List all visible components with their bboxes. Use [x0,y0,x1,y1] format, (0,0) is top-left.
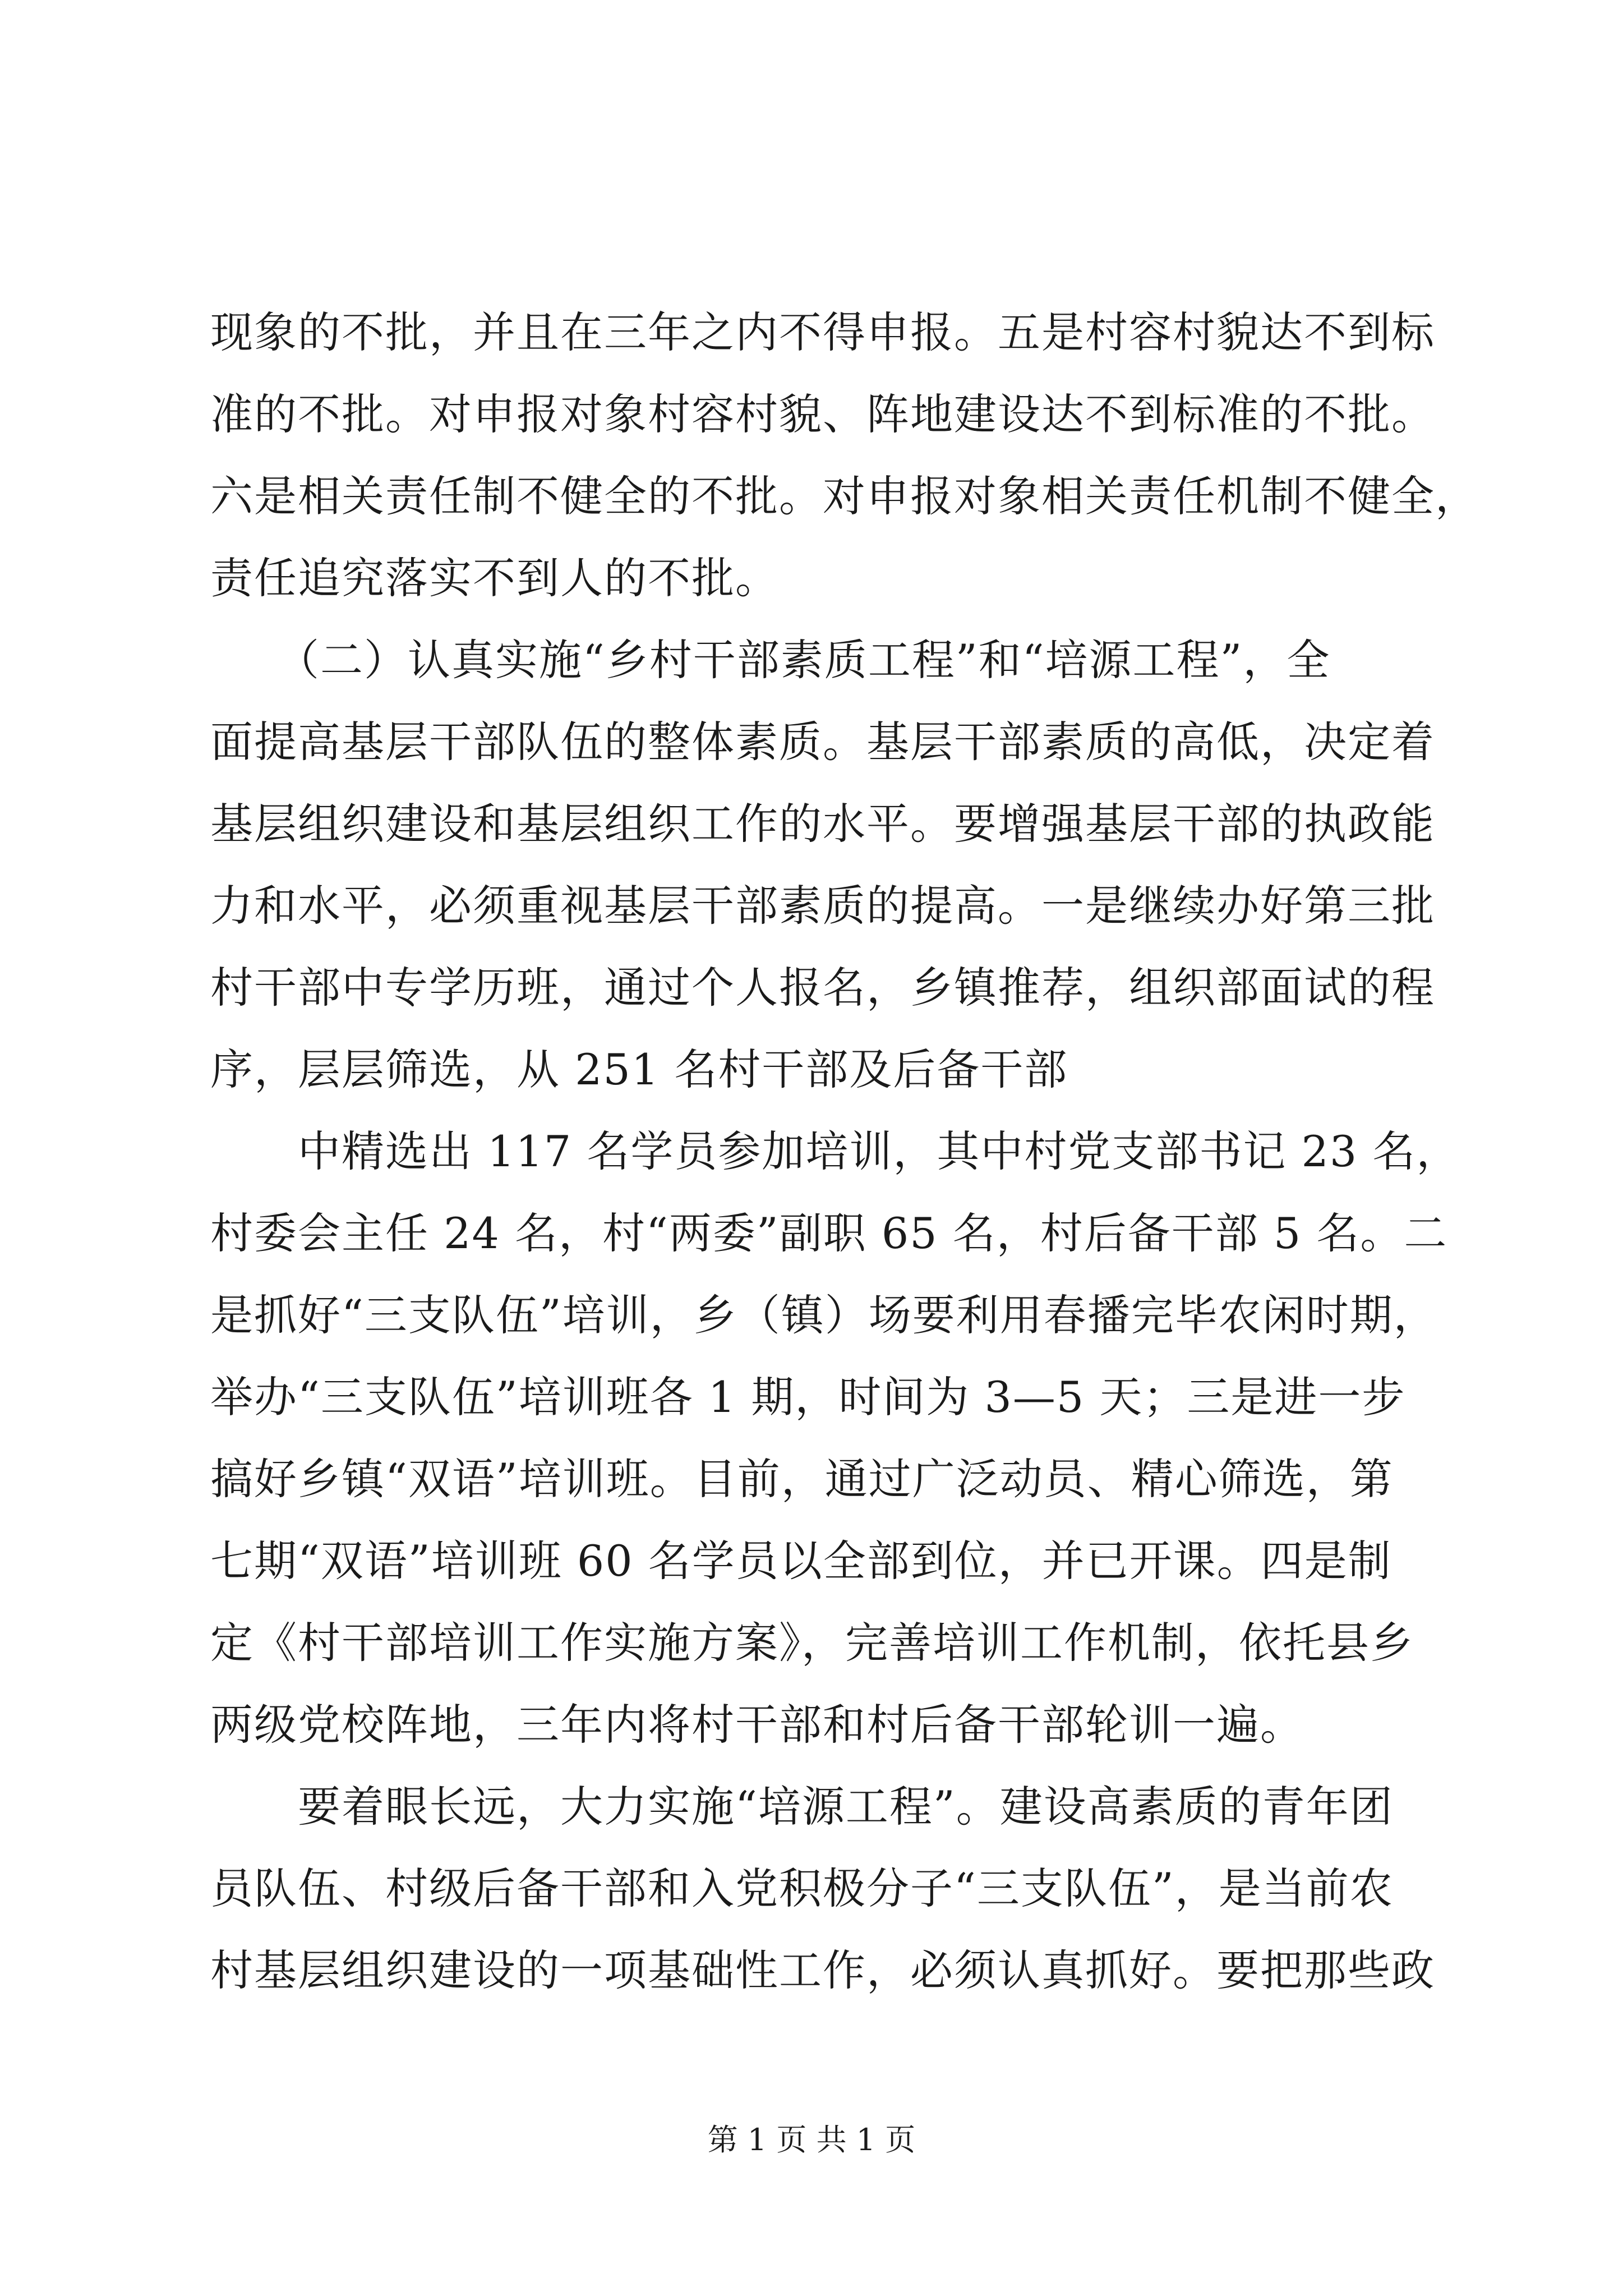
text-line: 搞好乡镇“双语”培训班。目前，通过广泛动员、精心筛选，第 [210,1454,1394,1504]
text-line: 要着眼长远，大力实施“培源工程”。建设高素质的青年团 [210,1782,1394,1832]
text-line: 定《村干部培训工作实施方案》，完善培训工作机制，依托县乡 [210,1618,1414,1668]
text-line: 序，层层筛选，从 251 名村干部及后备干部 [210,1045,1068,1094]
text-line: 六是相关责任制不健全的不批。对申报对象相关责任机制不健全， [210,471,1479,521]
text-line: 基层组织建设和基层组织工作的水平。要增强基层干部的执政能 [210,799,1435,849]
text-line: 责任追究落实不到人的不批。 [210,553,779,603]
text-line: 村基层组织建设的一项基础性工作，必须认真抓好。要把那些政 [210,1945,1435,1995]
text-line: 举办“三支队伍”培训班各 1 期，时间为 3—5 天；三是进一步 [210,1372,1406,1422]
text-line: 力和水平，必须重视基层干部素质的提高。一是继续办好第三批 [210,881,1435,931]
text-line: 两级党校阵地，三年内将村干部和村后备干部轮训一遍。 [210,1700,1304,1750]
text-line: 准的不批。对申报对象村容村貌、阵地建设达不到标准的不批。 [210,389,1435,439]
text-line: 中精选出 117 名学员参加培训，其中村党支部书记 23 名， [210,1126,1460,1176]
text-line: （二）认真实施“乡村干部素质工程”和“培源工程”，全 [210,635,1331,685]
body-text [210,292,1479,2012]
text-line: 七期“双语”培训班 60 名学员以全部到位，并已开课。四是制 [210,1536,1392,1586]
text-line: 员队伍、村级后备干部和入党积极分子“三支队伍”，是当前农 [210,1864,1394,1913]
text-line: 村干部中专学历班，通过个人报名，乡镇推荐，组织部面试的程 [210,963,1435,1013]
page-footer: 第 1 页 共 1 页 [707,2122,916,2157]
text-line: 村委会主任 24 名，村“两委”副职 65 名，村后备干部 5 名。二 [210,1208,1448,1258]
text-line: 面提高基层干部队伍的整体素质。基层干部素质的高低，决定着 [210,717,1435,767]
text-line: 现象的不批，并且在三年之内不得申报。五是村容村貌达不到标 [210,307,1435,357]
text-line: 是抓好“三支队伍”培训，乡（镇）场要利用春播完毕农闲时期， [210,1290,1437,1340]
